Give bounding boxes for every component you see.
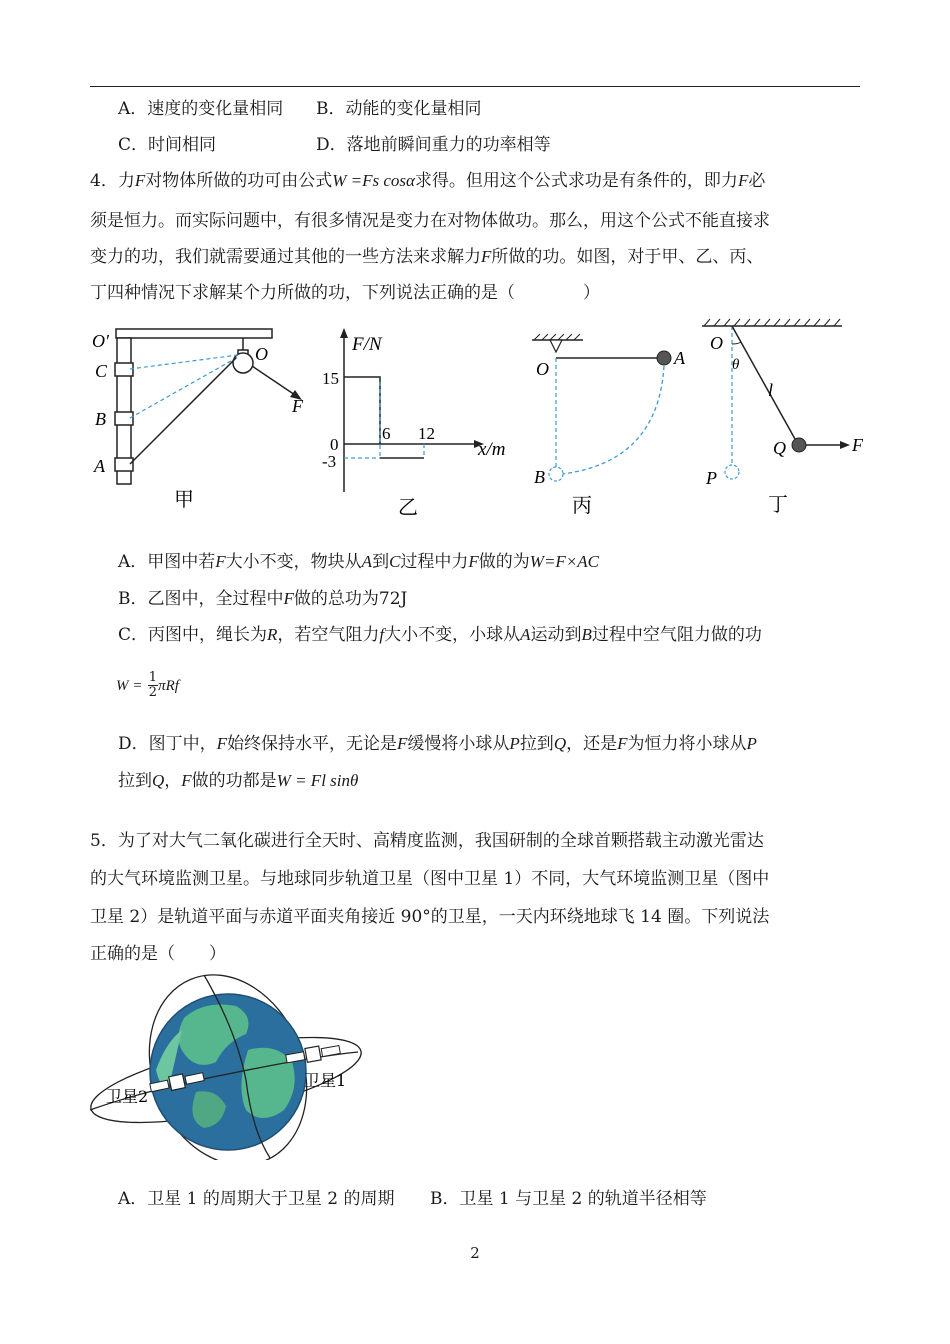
yi-segment-15N [344, 377, 380, 444]
q4-stem-line1: 4．力F对物体所做的功可由公式W =Fs cosα求得。但用这个公式求功是有条件的，即力F必 [90, 171, 766, 191]
jia-label-a: A [94, 456, 105, 476]
ding-label-p: P [706, 468, 717, 488]
ding-force-arrow [840, 441, 850, 449]
jia-block-a [115, 458, 133, 471]
figure-ding [698, 314, 870, 524]
figure-satellites [86, 970, 370, 1160]
figure-bing [528, 322, 698, 522]
yi-tick-neg3: -3 [322, 452, 337, 471]
q4-option-c-formula: W = $\frac{1}{2}$ πRf [116, 670, 179, 700]
q4-option-c-fraction: $\frac{1}{2}$ [148, 670, 158, 700]
q5-stem-line1: 5．为了对大气二氧化碳进行全天时、高精度监测，我国研制的全球首颗搭载主动激光雷达 [90, 831, 764, 851]
bing-pivot [550, 340, 562, 352]
jia-rope [130, 358, 236, 464]
satellite-2-label: 卫星2 [106, 1087, 149, 1106]
q3-option-a: A．速度的变化量相同 [118, 99, 284, 119]
jia-dashed-rope-b [130, 357, 238, 418]
figure-jia [88, 322, 320, 522]
figure-yi [318, 322, 528, 522]
ding-label-theta: θ [732, 357, 740, 373]
jia-label-b: B [95, 409, 106, 429]
q4-option-a: A．甲图中若F大小不变，物块从A到C过程中力F做的为W=F×AC [118, 552, 600, 572]
bing-label-a: A [674, 348, 685, 368]
q4-stem-line4: 丁四种情况下求解某个力所做的功，下列说法正确的是（ ） [90, 283, 600, 303]
q5-option-b: B．卫星 1 与卫星 2 的轨道半径相等 [430, 1189, 707, 1209]
jia-force-line [252, 366, 298, 397]
ding-label-q: Q [773, 438, 786, 458]
ding-label-f: F [852, 435, 863, 455]
top-rule [90, 86, 860, 87]
bing-ball-b [549, 467, 563, 481]
yi-y-arrow [340, 328, 348, 338]
q4-stem-line2: 须是恒力。而实际问题中，有很多情况是变力在对物体做功。那么，用这个公式不能直接求 [90, 211, 770, 231]
q3-option-c: C．时间相同 [118, 135, 217, 155]
ding-angle-arc [732, 342, 741, 344]
q4-option-b: B．乙图中，全过程中F做的总功为72J [118, 589, 408, 609]
q4-option-c: C．丙图中，绳长为R，若空气阻力f大小不变，小球从A运动到B过程中空气阻力做的功 [118, 625, 762, 645]
jia-label-o-prime: O′ [92, 331, 109, 351]
q5-stem-line2: 的大气环境监测卫星。与地球同步轨道卫星（图中卫星 1）不同，大气环境监测卫星（图中 [90, 869, 770, 889]
ding-ceiling-hatch [704, 319, 840, 326]
jia-label-c: C [95, 361, 108, 381]
ding-ball-q [792, 438, 806, 452]
q5-option-a: A．卫星 1 的周期大于卫星 2 的周期 [118, 1189, 395, 1209]
yi-caption: 乙 [398, 495, 418, 519]
jia-label-f: F [292, 396, 303, 416]
yi-tick-0: 0 [330, 435, 339, 454]
ding-rope [732, 326, 795, 439]
yi-tick-15: 15 [322, 369, 339, 388]
jia-top-beam [116, 329, 272, 338]
yi-y-label: F/N [352, 334, 382, 355]
bing-ceiling-hatch [534, 334, 580, 340]
satellite-1-label: 卫星1 [304, 1071, 347, 1090]
q5-stem-line3: 卫星 2）是轨道平面与赤道平面夹角接近 90°的卫星，一天内环绕地球飞 14 圈。下列说法 [90, 907, 770, 927]
yi-tick-12: 12 [418, 424, 435, 443]
ding-ball-p [725, 465, 739, 479]
q5-stem-line4: 正确的是（ ） [90, 944, 226, 964]
jia-caption: 甲 [174, 487, 194, 511]
bing-caption: 丙 [572, 493, 592, 517]
q3-option-b: B．动能的变化量相同 [316, 99, 482, 119]
jia-label-o: O [255, 344, 268, 364]
jia-pulley [233, 353, 253, 373]
yi-tick-6: 6 [382, 424, 391, 443]
page-number: 2 [470, 1244, 480, 1262]
ding-caption: 丁 [768, 492, 788, 516]
yi-x-label: x/m [478, 439, 506, 460]
bing-dashed-arc [562, 366, 664, 474]
ding-label-o: O [710, 333, 723, 353]
bing-label-b: B [534, 467, 545, 487]
jia-dashed-rope-c [130, 355, 238, 369]
bing-ball-a [657, 351, 671, 365]
q4-stem-line3: 变力的功，我们就需要通过其他的一些方法来求解力F所做的功。如图，对于甲、乙、丙、 [90, 247, 764, 267]
q3-option-d: D．落地前瞬间重力的功率相等 [316, 135, 551, 155]
ding-label-l: l [768, 380, 774, 400]
q4-option-d-line1: D．图丁中，F始终保持水平，无论是F缓慢将小球从P拉到Q，还是F为恒力将小球从P [118, 734, 757, 754]
bing-label-o: O [536, 359, 549, 379]
q4-option-d-line2: 拉到Q，F做的功都是W = Fl sinθ [118, 771, 359, 791]
